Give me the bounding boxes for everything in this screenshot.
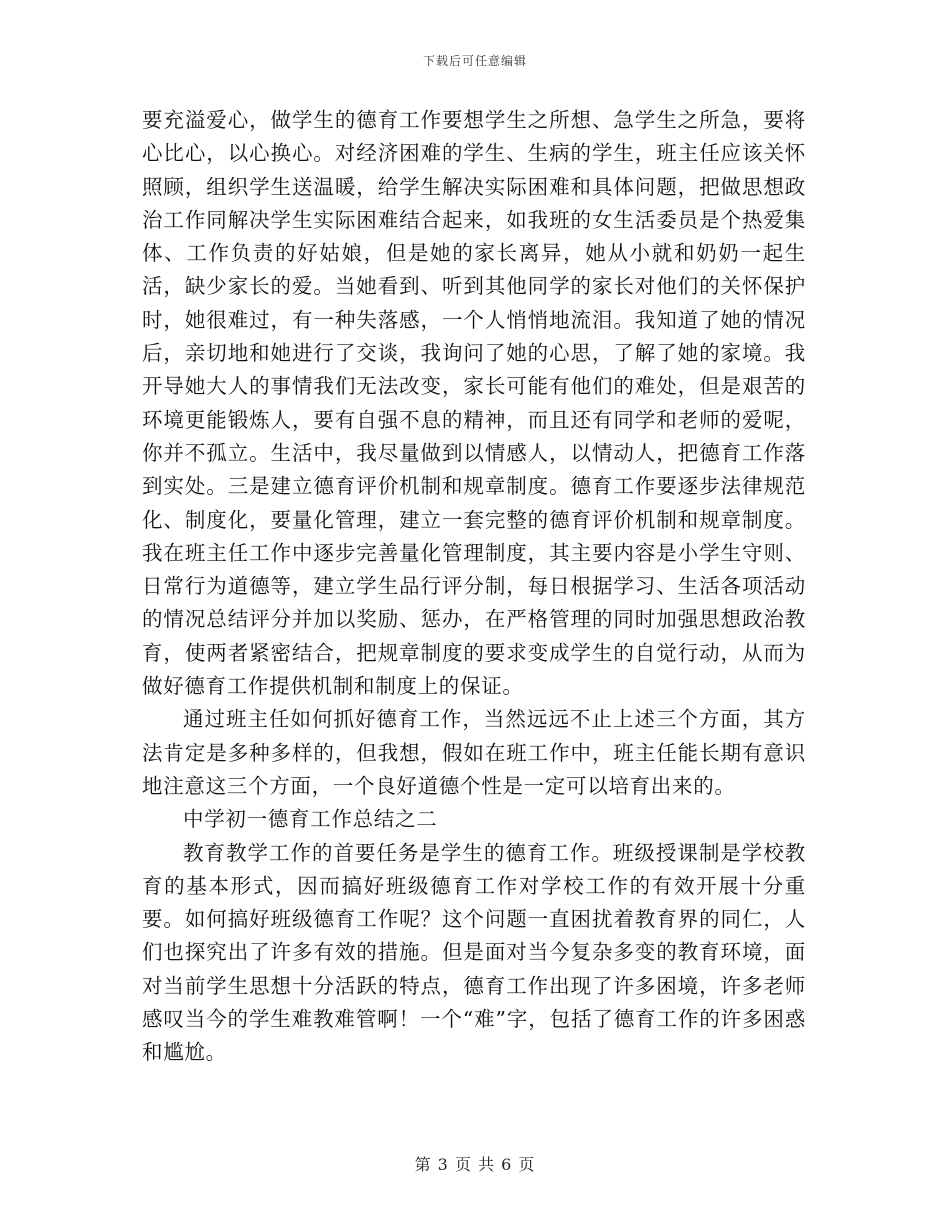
page-label-mid: 页 共: [454, 1155, 496, 1174]
document-body: [142, 104, 806, 1070]
page-footer: [0, 1152, 950, 1175]
paragraph: 教育教学工作的首要任务是学生的德育工作。班级授课制是学校教育的基本形式，因而搞好班级德育工作对学校工作的有效开展十分重要。如何搞好班级德育工作呢？这个问题一直困扰着教育界的同仁，人们也探究出了许多有效的措施。但是面对当今复杂多变的教育环境，面对当前学生思想十分活跃的特点，德育工作出现了许多困境，许多老师感叹当今的学生难教难管啊！一个“难”字，包括了德育工作的许多困惑和尴尬。: [142, 840, 806, 1065]
paragraph: 通过班主任如何抓好德育工作，当然远远不止上述三个方面，其方法肯定是多种多样的，但我想，假如在班工作中，班主任能长期有意识地注意这三个方面，一个良好道德个性是一定可以培育出来的。: [142, 707, 806, 798]
page-label-suffix: 页: [518, 1155, 536, 1174]
total-pages-number: 6: [501, 1155, 513, 1174]
page-header: 下载后可任意编辑: [422, 54, 527, 68]
paragraph: 要充溢爱心，做学生的德育工作要想学生之所想、急学生之所急，要将心比心，以心换心。对经济困难的学生、生病的学生，班主任应该关怀照顾，组织学生送温暖，给学生解决实际困难和具体问题，把做思想政治工作同解决学生实际困难结合起来，如我班的女生活委员是个热爱集体、工作负责的好姑娘，但是她的家长离异，她从小就和奶奶一起生活，缺少家长的爱。当她看到、听到其他同学的家长对他们的关怀保护时，她很难过，有一种失落感，一个人悄悄地流泪。我知道了她的情况后，亲切地和她进行了交谈，我询问了她的心思，了解了她的家境。我开导她大人的事情我们无法改变，家长可能有他们的难处，但是艰苦的环境更能锻炼人，要有自强不息的精神，而且还有同学和老师的爱呢，你并不孤立。生活中，我尽量做到以情感人，以情动人，把德育工作落到实处。三是建立德育评价机制和规章制度。德育工作要逐步法律规范化、制度化，要量化管理，建立一套完整的德育评价机制和规章制度。我在班主任工作中逐步完善量化管理制度，其主要内容是小学生守则、日常行为道德等，建立学生品行评分制，每日根据学习、生活各项活动的情况总结评分并加以奖励、惩办，在严格管理的同时加强思想政治教育，使两者紧密结合，把规章制度的要求变成学生的自觉行动，从而为做好德育工作提供机制和制度上的保证。: [142, 108, 806, 699]
page-label-prefix: 第: [414, 1155, 432, 1174]
current-page-number: 3: [437, 1155, 449, 1174]
section-title: 中学初一德育工作总结之二: [183, 807, 438, 832]
